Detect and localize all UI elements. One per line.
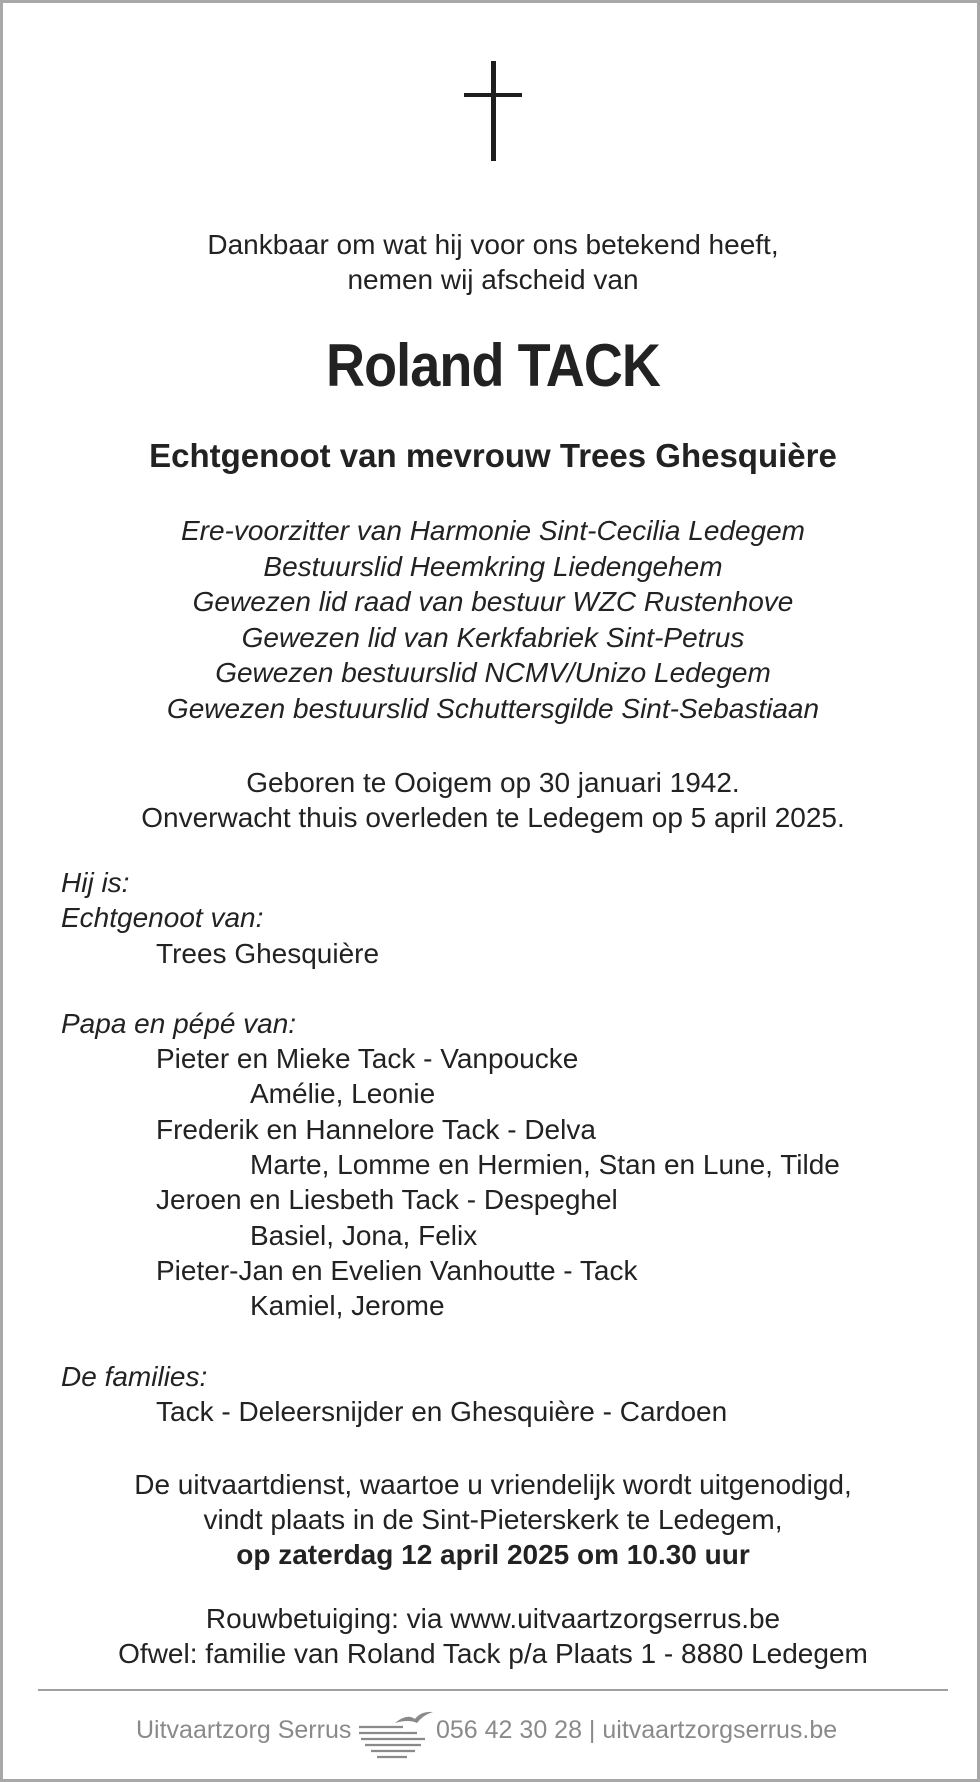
spouse-name: Trees Ghesquière [156, 937, 380, 969]
deceased-name: Roland TACK [325, 332, 661, 399]
grandchildren: Amélie, Leonie [250, 1078, 436, 1110]
company-name: Uitvaartzorg Serrus [136, 1716, 352, 1744]
grandchildren: Marte, Lomme en Hermien, Stan en Lune, Tilde [250, 1149, 840, 1181]
role-item: Ere-voorzitter van Harmonie Sint-Cecilia Ledegem [180, 515, 806, 546]
seagull-waves-logo-icon [355, 1703, 437, 1767]
child-couple: Pieter-Jan en Evelien Vanhoutte - Tack [156, 1254, 638, 1286]
company-contact: 056 42 30 28 | uitvaartzorgserrus.be [436, 1716, 838, 1744]
service-date: op zaterdag 12 april 2025 om 10.30 uur [236, 1539, 750, 1570]
intro-text [3, 227, 980, 297]
condolence-address: Ofwel: familie van Roland Tack p/a Plaats 1 - 8880 Ledegem [118, 1638, 868, 1669]
service-line: De uitvaartdienst, waartoe u vriendelijk wordt uitgenodigd, [134, 1469, 852, 1500]
role-item: Gewezen bestuurslid NCMV/Unizo Ledegem [215, 657, 771, 688]
children-label: Papa en pépé van: [61, 1007, 297, 1039]
birth-line: Geboren te Ooigem op 30 januari 1942. [246, 767, 740, 798]
grandchildren: Kamiel, Jerome [250, 1290, 445, 1322]
role-item: Bestuurslid Heemkring Liedengehem [263, 550, 723, 582]
intro-line: nemen wij afscheid van [347, 264, 639, 295]
role-item: Gewezen bestuurslid Schuttersgilde Sint-Sebastiaan [166, 692, 820, 724]
life-dates [3, 765, 980, 835]
grandchildren: Basiel, Jona, Felix [250, 1219, 478, 1251]
family-section [61, 865, 961, 1429]
families-names: Tack - Deleersnijder en Ghesquière - Cardoen [156, 1395, 728, 1427]
cross-icon [463, 61, 523, 163]
condolence-line: Rouwbetuiging: via www.uitvaartzorgserrus.be [205, 1603, 781, 1634]
service-line: vindt plaats in de Sint-Pieterskerk te Ledegem, [203, 1504, 783, 1535]
spouse-heading: Echtgenoot van mevrouw Trees Ghesquière [149, 437, 837, 474]
spouse-label: Echtgenoot van: [61, 902, 264, 934]
intro-line: Dankbaar om wat hij voor ons betekend heeft, [207, 229, 779, 260]
footer-divider [38, 1689, 948, 1691]
child-couple: Pieter en Mieke Tack - Vanpoucke [156, 1043, 579, 1075]
roles-list [3, 513, 980, 726]
funeral-service [3, 1467, 980, 1572]
child-couple: Frederik en Hannelore Tack - Delva [156, 1113, 596, 1145]
role-item: Gewezen lid van Kerkfabriek Sint-Petrus [241, 621, 745, 653]
death-line: Onverwacht thuis overleden te Ledegem op 5 april 2025. [141, 802, 845, 833]
condolences [3, 1601, 980, 1671]
child-couple: Jeroen en Liesbeth Tack - Despeghel [156, 1184, 618, 1216]
hij-is-label: Hij is: [61, 867, 130, 898]
role-item: Gewezen lid raad van bestuur WZC Rustenhove [192, 586, 794, 617]
families-label: De families: [61, 1360, 208, 1392]
footer [3, 1703, 980, 1769]
